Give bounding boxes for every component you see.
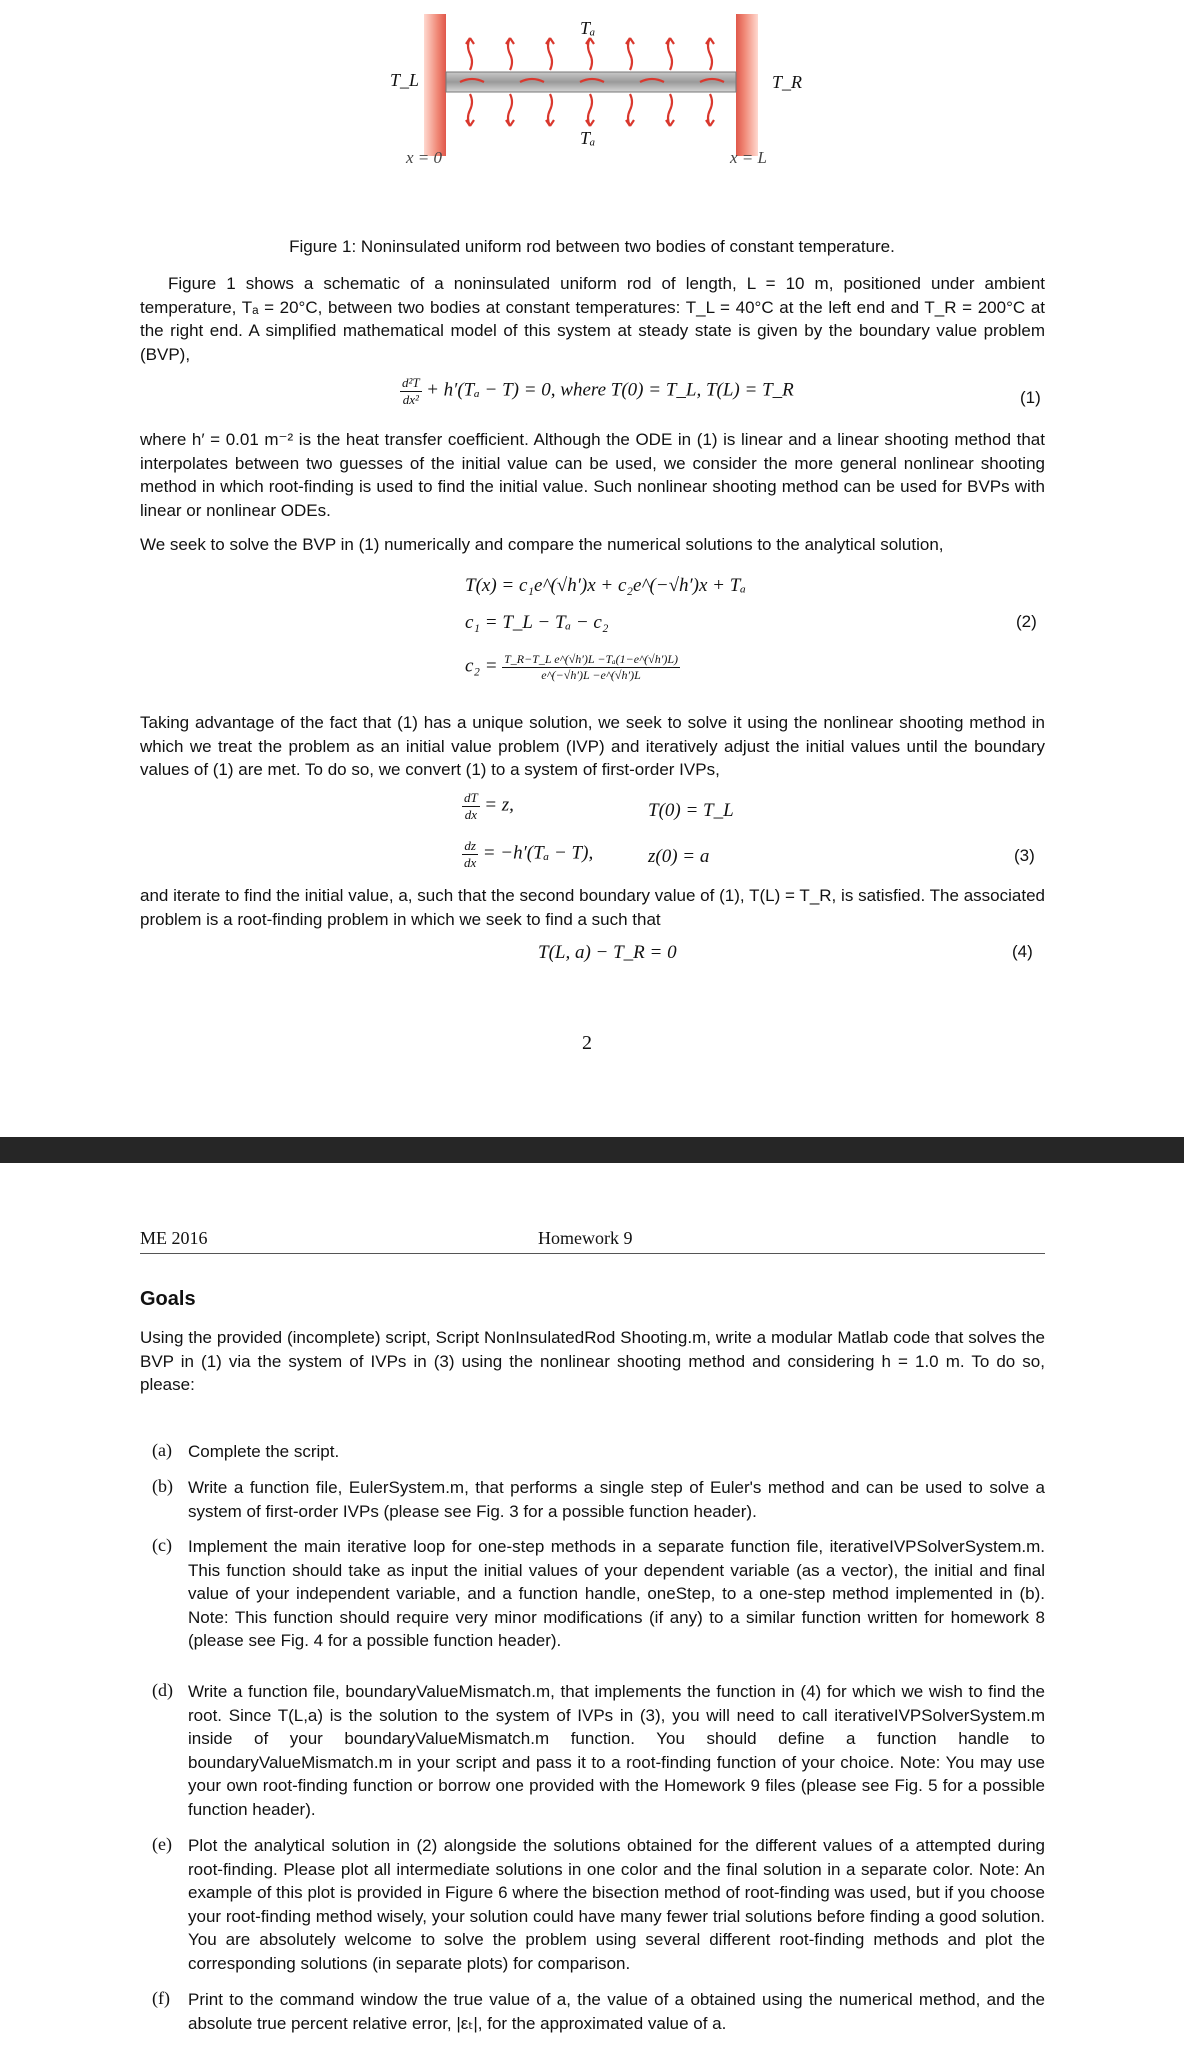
label-ta-top: Tₐ <box>580 18 596 38</box>
eq3-r1-num: dT <box>464 790 478 805</box>
eq3-row1 <box>462 790 514 823</box>
eq3-r2-den: dx <box>464 855 477 870</box>
eq3-r1-fraction <box>462 790 480 823</box>
goals-title: Goals <box>140 1288 196 1310</box>
goals-intro: Using the provided (incomplete) script, Script NonInsulatedRod Shooting.m, write a modular Matlab code that solves the BVP in (1) via the system of IVPs in (3) using the nonlinear shooting method and considering h = 1.0 m. To do so, please: <box>140 1328 1045 1394</box>
item-a-label: (a) <box>152 1440 172 1460</box>
eq2-line1: T(x) = c₁e^(√h′)x + c₂e^(−√h′)x + Tₐ <box>465 575 746 596</box>
paragraph-1: Figure 1 shows a schematic of a noninsulated uniform rod of length, L = 10 m, positioned under ambient temperature, Tₐ = 20°C, between two bodies at constant temperatures: T_L = 40°C at the left end and T_R = 200°C at the right end. A simplified mathematical model of this system at steady state is given by the boundary value problem (BVP), <box>140 274 1045 364</box>
eq2-c2-fraction <box>502 652 680 683</box>
eq1-number: (1) <box>1020 388 1041 407</box>
rod <box>446 72 736 92</box>
page-number: 2 <box>582 1032 592 1054</box>
header-rule <box>140 1252 1045 1254</box>
item-b-text: Write a function file, EulerSystem.m, that performs a single step of Euler's method and can be used to solve a system of first-order IVPs (please see Fig. 3 for a possible function header). <box>188 1478 1045 1521</box>
label-tl: T_L <box>390 70 420 90</box>
item-f-label: (f) <box>152 1988 170 2008</box>
paragraph-2: where h′ = 0.01 m⁻² is the heat transfer coefficient. Although the ODE in (1) is linear and a linear shooting method that interpolates between two guesses of the initial value can be used, we consider the more general nonlinear shooting method in which root-finding is used to find the initial value. Such nonlinear shooting method can be used for BVPs with linear or nonlinear ODEs. <box>140 430 1045 520</box>
eq3-r1-ic: T(0) = T_L <box>648 800 734 821</box>
header-left: ME 2016 <box>140 1228 208 1248</box>
figure-caption: Figure 1: Noninsulated uniform rod between two bodies of constant temperature. <box>289 237 895 256</box>
item-b-label: (b) <box>152 1476 173 1496</box>
eq4-text: T(L, a) − T_R = 0 <box>538 942 677 963</box>
eq2-c2-num: T_R−T_L e^(√h′)L −Tₐ(1−e^(√h′)L) <box>504 652 678 666</box>
eq1-frac-num: d²T <box>402 375 420 390</box>
equation-1 <box>400 375 1050 421</box>
eq3-r1-den: dx <box>464 807 477 822</box>
eq1-fraction <box>400 375 422 408</box>
item-c-text: Implement the main iterative loop for one-step methods in a separate function file, iterativeIVPSolverSystem.m. This function should take as input the initial values of your dependent variable (as a vector), the initial and final value of your independent variable, and a function handle, oneStep, to a one-step method implemented in (b). Note: This function should require very minor modifications (if any) to a similar function written for homework 8 (please see Fig. 4 for a possible function header). <box>188 1537 1045 1650</box>
label-tr: T_R <box>772 72 803 92</box>
label-xl: x = L <box>730 148 767 167</box>
item-e-label: (e) <box>152 1834 172 1854</box>
eq3-r2-fraction <box>462 838 478 871</box>
eq2-c2-den: e^(−√h′)L −e^(√h′)L <box>541 668 641 682</box>
paragraph-5: and iterate to find the initial value, a, such that the second boundary value of (1), T(L) = T_R, is satisfied. The associated problem is a root-finding problem in which we seek to find a such that <box>140 886 1045 929</box>
figure-1 <box>380 8 820 178</box>
label-ta-bottom: Tₐ <box>580 128 596 148</box>
eq2-line2: c₁ = T_L − Tₐ − c₂ <box>465 612 609 633</box>
eq3-number: (3) <box>1014 846 1035 865</box>
eq3-r2-num: dz <box>462 838 478 855</box>
page-separator <box>0 1137 1184 1163</box>
header-center: Homework 9 <box>538 1228 633 1248</box>
eq2-number: (2) <box>1016 612 1037 631</box>
eq4-number: (4) <box>1012 942 1033 961</box>
paragraph-4: Taking advantage of the fact that (1) has a unique solution, we seek to solve it using the nonlinear shooting method in which we treat the problem as an initial value problem (IVP) and iteratively adjust the initial values until the boundary values of (1) are met. To do so, we convert (1) to a system of first-order IVPs, <box>140 713 1045 779</box>
label-x0: x = 0 <box>406 148 443 167</box>
eq3-r2-ic: z(0) = a <box>648 846 710 867</box>
item-e-text: Plot the analytical solution in (2) alongside the solutions obtained for the different values of a attempted during root-finding. Please plot all intermediate solutions in one color and the final solution in a separate color. Note: An example of this plot is provided in Figure 6 where the bisection method of root-finding was used, but if you choose your root-finding method wisely, your solution could have many fewer trial solutions before finding a good solution. You are absolutely welcome to solve the problem using several different root-finding methods and plot the corresponding solutions (in separate plots) for comparison. <box>188 1836 1045 1973</box>
eq1-text: + h′(Tₐ − T) = 0, where T(0) = T_L, T(L) = T_R <box>426 379 794 401</box>
item-a-text: Complete the script. <box>188 1442 340 1461</box>
item-d-label: (d) <box>152 1680 173 1700</box>
paragraph-3: We seek to solve the BVP in (1) numerically and compare the numerical solutions to the analytical solution, <box>140 535 944 554</box>
item-d-text: Write a function file, boundaryValueMismatch.m, that implements the function in (4) for which we wish to find the root. Since T(L,a) is the solution to the system of IVPs in (3), you will need to call iterativeIVPSolverSystem.m inside of your boundaryValueMismatch.m function. You should define a function handle to boundaryValueMismatch.m in your script and pass it to a root-finding function of your choice. Note: You may use your own root-finding function or borrow one provided with the Homework 9 files (please see Fig. 5 for a possible function header). <box>188 1682 1045 1819</box>
item-f-text: Print to the command window the true value of a, the value of a obtained using the numerical method, and the absolute true percent relative error, |εₜ|, for the approximated value of a. <box>188 1990 1045 2033</box>
eq2-c2-lhs: c₂ = <box>465 655 498 677</box>
item-c-label: (c) <box>152 1535 172 1555</box>
eq2-line3 <box>465 652 680 683</box>
left-wall <box>424 14 446 156</box>
eq3-r2-rhs: = −h′(Tₐ − T), <box>482 842 594 864</box>
eq3-row2 <box>462 838 593 871</box>
eq3-r1-rhs: = z, <box>484 794 514 816</box>
right-wall <box>736 14 758 156</box>
eq1-frac-den: dx² <box>402 392 419 407</box>
